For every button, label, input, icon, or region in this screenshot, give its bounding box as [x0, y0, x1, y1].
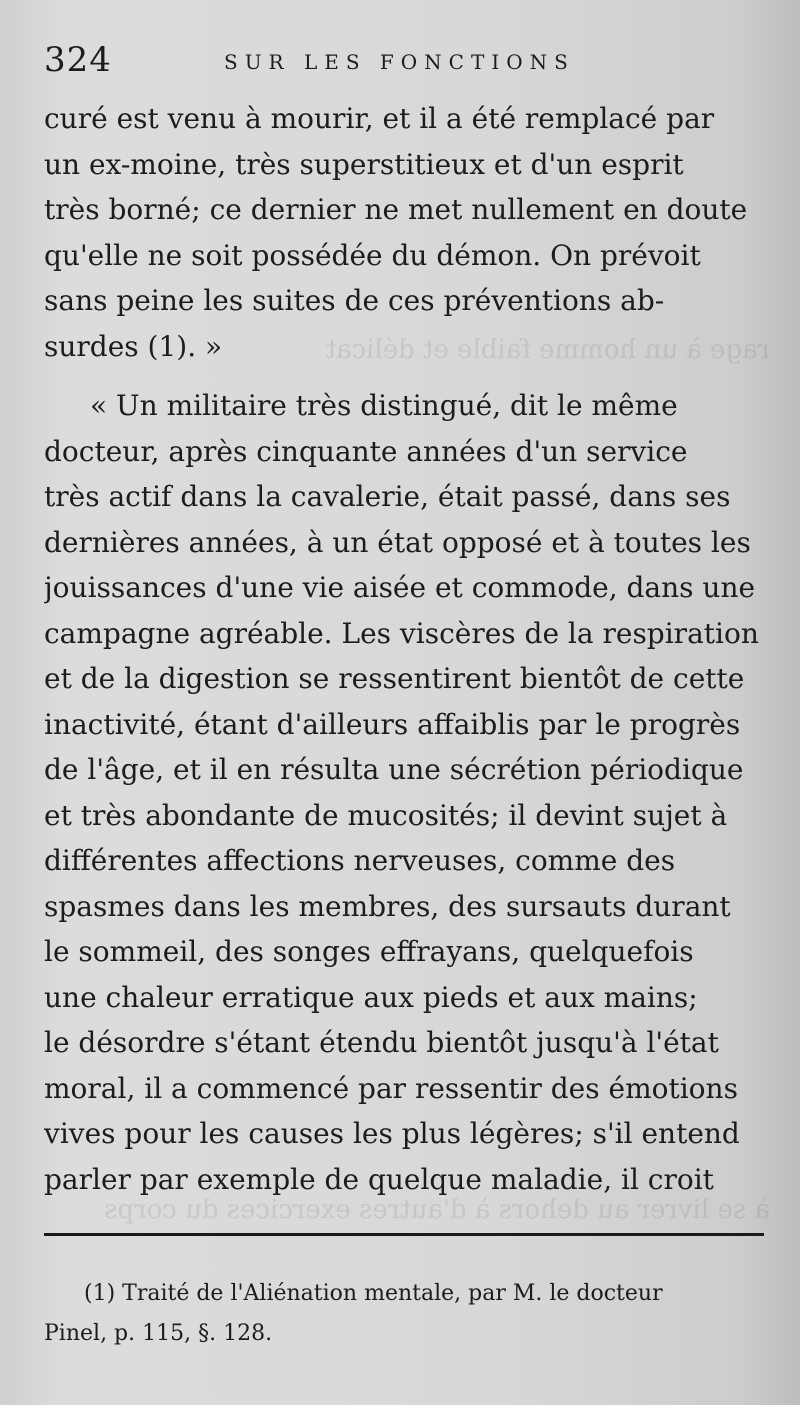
footnote — [44, 1274, 766, 1354]
text-line: différentes affections nerveuses, comme des — [44, 844, 676, 877]
bleed-through-text: rage à un homme faible et délicat — [325, 335, 770, 365]
text-line: moral, il a commencé par ressentir des émotions — [44, 1071, 738, 1105]
text-line: inactivité, étant d'ailleurs affaiblis par le progrès — [44, 707, 741, 741]
text-line: curé est venu à mourir, et il a été remplacé par — [44, 102, 715, 135]
text-line: qu'elle ne soit possédée du démon. On prévoit — [44, 238, 701, 272]
text-line: spasmes dans les membres, des sursauts durant — [44, 889, 731, 923]
text-line: jouissances d'une vie aisée et commode, dans une — [44, 571, 756, 604]
text-line: de l'âge, et il en résulta une sécrétion périodique — [44, 753, 744, 786]
text-line: et très abondante de mucosités; il devint sujet à — [44, 798, 728, 832]
text-line: surdes (1). » — [44, 329, 223, 363]
text-line: le sommeil, des songes effrayans, quelquefois — [44, 935, 694, 968]
text-line: une chaleur erratique aux pieds et aux mains; — [44, 980, 698, 1014]
text-line: parler par exemple de quelque maladie, il croit — [44, 1162, 714, 1196]
running-title: SUR LES FONCTIONS — [224, 50, 575, 74]
text-line: un ex-moine, très superstitieux et d'un esprit — [44, 147, 684, 181]
footnote-divider — [44, 1233, 764, 1236]
paragraph — [44, 96, 766, 369]
paragraph — [44, 383, 766, 1202]
text-line: sans peine les suites de ces préventions ab- — [44, 284, 665, 317]
text-line: et de la digestion se ressentirent bientôt de cette — [44, 662, 745, 695]
text-line: dernières années, à un état opposé et à toutes les — [44, 525, 751, 559]
text-line: très borné; ce dernier ne met nullement en doute — [44, 193, 748, 226]
footnote-line: (1) Traité de l'Aliénation mentale, par M. le docteur — [84, 1281, 663, 1306]
footnote-line: Pinel, p. 115, §. 128. — [44, 1321, 273, 1346]
text-line: vives pour les causes les plus légères; s'il entend — [44, 1117, 740, 1150]
bleed-through-text: à se livrer au dehors à d'autres exercices du corps — [104, 1195, 770, 1225]
text-line: docteur, après cinquante années d'un service — [44, 434, 688, 468]
page-header — [44, 40, 764, 80]
page-number: 324 — [44, 40, 112, 80]
text-line: « Un militaire très distingué, dit le même — [90, 389, 678, 422]
text-line: très actif dans la cavalerie, était passé, dans ses — [44, 480, 731, 513]
text-line: campagne agréable. Les viscères de la respiration — [44, 616, 759, 650]
text-line: le désordre s'étant étendu bientôt jusqu'à l'état — [44, 1026, 719, 1059]
body-text — [44, 96, 766, 1202]
